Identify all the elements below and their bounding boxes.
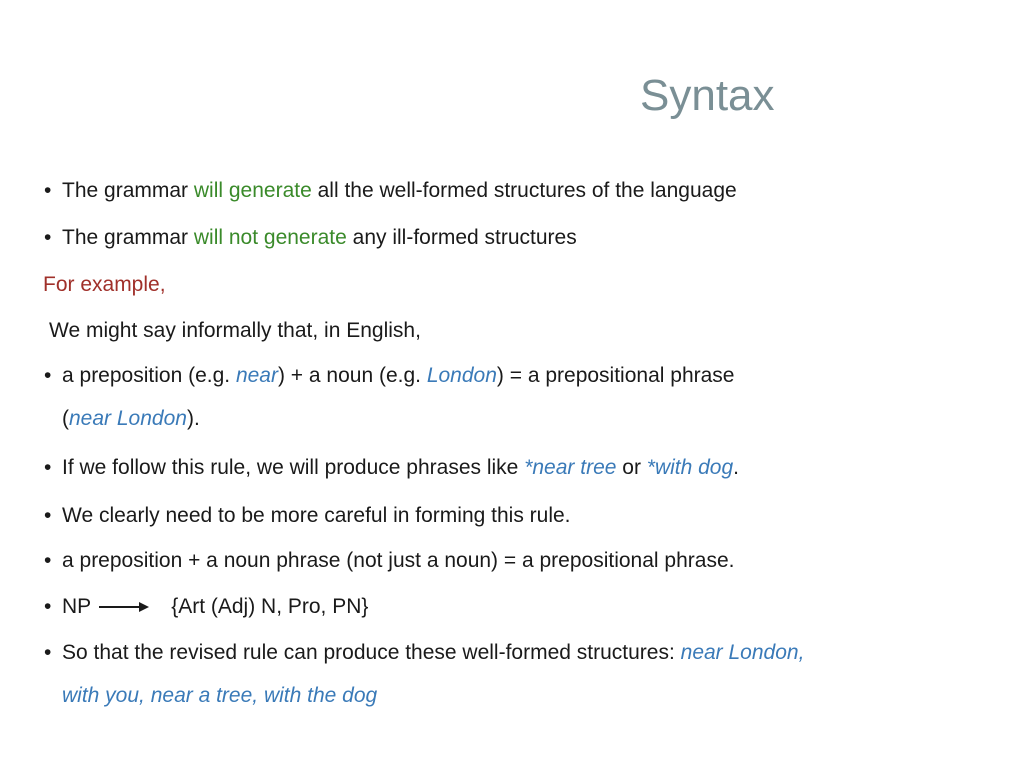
example-word: near London, <box>680 641 805 664</box>
bullet-text <box>62 455 739 481</box>
intro-text: We might say informally that, in English, <box>49 319 421 342</box>
example-word: *near tree <box>524 456 617 479</box>
text-segment: . <box>733 456 740 479</box>
bullet-text: We clearly need to be more careful in forming this rule. <box>62 504 571 527</box>
text-segment: ( <box>62 407 69 430</box>
bullet-marker: • <box>44 179 52 202</box>
bullet-marker: • <box>44 641 52 664</box>
slide-title: Syntax <box>640 71 775 120</box>
bullet-marker: • <box>44 226 52 249</box>
bullet-marker: • <box>44 364 52 387</box>
bullet-marker: • <box>44 504 52 527</box>
bullet-marker: • <box>44 456 52 479</box>
text-segment: ). <box>186 407 200 430</box>
text-segment: NP <box>62 595 92 618</box>
example-word: near <box>235 364 278 387</box>
bullet-text <box>62 640 804 666</box>
bullet-text <box>62 225 577 251</box>
text-segment: If we follow this rule, we will produce phrases like <box>62 456 525 479</box>
text-segment: The grammar <box>62 226 194 249</box>
text-segment: The grammar <box>62 179 194 202</box>
right-arrow-icon <box>99 601 149 613</box>
text-segment: {Art (Adj) N, Pro, PN} <box>171 595 369 618</box>
text-segment: a preposition (e.g. <box>62 364 236 387</box>
continuation-text <box>62 406 200 432</box>
text-segment: ) = a prepositional phrase <box>496 364 735 387</box>
example-word: *with dog <box>646 456 734 479</box>
text-segment: ) + a noun (e.g. <box>277 364 427 387</box>
text-segment: all the well-formed structures of the language <box>311 179 737 202</box>
bullet-marker: • <box>44 549 52 572</box>
bullet-text <box>62 363 734 389</box>
example-word: near London <box>69 407 187 430</box>
example-word: London <box>426 364 497 387</box>
text-segment: or <box>616 456 647 479</box>
text-segment: any ill-formed structures <box>346 226 577 249</box>
example-phrases: with you, near a tree, with the dog <box>62 684 378 707</box>
bullet-text: a preposition + a noun phrase (not just a noun) = a prepositional phrase. <box>62 549 735 572</box>
text-segment: So that the revised rule can produce these well-formed structures: <box>62 641 681 664</box>
example-label: For example, <box>43 273 166 296</box>
bullet-text <box>62 594 368 620</box>
highlight-text: will generate <box>193 179 312 202</box>
bullet-marker: • <box>44 595 52 618</box>
bullet-text <box>62 178 737 204</box>
highlight-text: will not generate <box>193 226 347 249</box>
